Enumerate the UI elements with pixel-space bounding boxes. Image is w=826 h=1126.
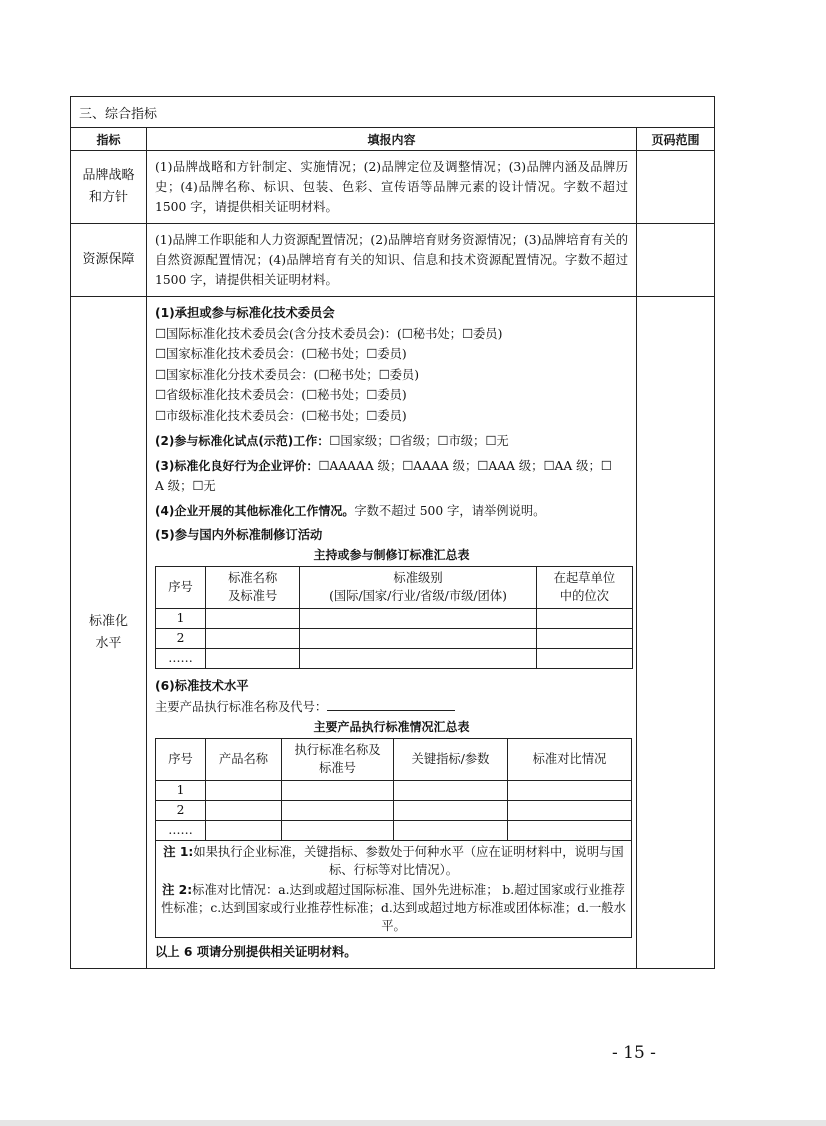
col-header-rank [536, 566, 632, 608]
note-2-text: 标准对比情况：a.达到或超过国际标准、国外先进标准； b.超过国家或行业推荐性标准；c.达到国家或行业推荐性标准；d.达到或超过地方标准或团体标准；d.一般水平。 [161, 882, 626, 933]
item4 [155, 501, 628, 522]
table-cell[interactable] [300, 628, 536, 648]
table-cell[interactable] [206, 648, 300, 668]
row-seq: 2 [156, 800, 206, 820]
table-row [156, 800, 632, 820]
col-header-standard-name-l1: 标准名称 [228, 571, 278, 585]
note-1-label: 注 1: [163, 844, 194, 859]
page-bottom-strip [0, 1120, 826, 1126]
header-content: 填报内容 [147, 128, 637, 151]
product-standard-input[interactable] [327, 696, 455, 711]
item3-options-line2: A 级；☐无 [155, 479, 216, 493]
item2-options: ☐国家级；☐省级；☐市级；☐无 [329, 434, 509, 448]
row-seq: 2 [156, 628, 206, 648]
col-header-key-params: 关键指标/参数 [394, 738, 508, 780]
item6-title: (6)标准技术水平 [155, 678, 249, 693]
col-header-seq: 序号 [156, 566, 206, 608]
indicator-resource: 资源保障 [71, 224, 147, 297]
table-cell[interactable] [536, 648, 632, 668]
standard-label-line1: 标准化 [88, 613, 128, 629]
col-header-exec-standard-l2: 标准号 [319, 761, 356, 775]
item3-title: (3)标准化良好行为企业评价： [155, 458, 319, 473]
col-header-standard-name-l2: 及标准号 [228, 589, 278, 603]
table-cell[interactable] [536, 628, 632, 648]
product-standards-table [155, 738, 632, 938]
item6-product-line [155, 696, 628, 718]
col-header-seq: 序号 [156, 738, 206, 780]
item3 [155, 456, 628, 477]
table-cell[interactable] [300, 648, 536, 668]
table-notes [156, 840, 632, 937]
note-2-label: 注 2: [162, 882, 193, 897]
col-header-rank-l2: 中的位次 [559, 589, 609, 603]
item1-line: ☐国际标准化技术委员会(含分技术委员会)：(☐秘书处；☐委员) [155, 326, 503, 341]
standard-page-range-cell[interactable] [637, 297, 715, 969]
standards-summary-table [155, 566, 633, 669]
table-cell[interactable] [394, 820, 508, 840]
col-header-standard-level [300, 566, 536, 608]
item4-title: (4)企业开展的其他标准化工作情况。 [155, 503, 355, 518]
table-cell[interactable] [206, 820, 282, 840]
standardization-content [147, 297, 637, 969]
brand-page-range-cell[interactable] [637, 151, 715, 224]
brand-label-line2: 和方针 [88, 190, 128, 205]
table-cell[interactable] [508, 820, 632, 840]
composite-indicators-table [70, 96, 715, 969]
table-cell[interactable] [508, 780, 632, 800]
item2-title: (2)参与标准化试点(示范)工作： [155, 434, 330, 448]
table-cell[interactable] [206, 628, 300, 648]
header-indicator: 指标 [71, 128, 147, 151]
item1-line: ☐市级标准化技术委员会：(☐秘书处；☐委员) [155, 408, 407, 423]
table-cell[interactable] [206, 608, 300, 628]
table-cell[interactable] [282, 800, 394, 820]
table-cell[interactable] [394, 800, 508, 820]
indicator-brand-strategy [71, 151, 147, 224]
note-1-text: 如果执行企业标准，关键指标、参数处于何种水平（应在证明材料中，说明与国标、行标等对比情况）。 [193, 844, 624, 877]
col-header-standard-level-l2: (国际/国家/行业/省级/市级/团体) [329, 589, 507, 603]
col-header-comparison: 标准对比情况 [508, 738, 632, 780]
note-1 [161, 843, 626, 879]
standard-footer: 以上 6 项请分别提供相关证明材料。 [155, 944, 357, 959]
table-row [156, 608, 633, 628]
resource-page-range-cell[interactable] [637, 224, 715, 297]
table-row [156, 820, 632, 840]
col-header-exec-standard-l1: 执行标准名称及 [294, 743, 381, 757]
brand-strategy-content: (1)品牌战略和方针制定、实施情况；(2)品牌定位及调整情况；(3)品牌内涵及品牌历史；(4)品牌名称、标识、包装、色彩、宣传语等品牌元素的设计情况。字数不超过 1500 字，请提供相关证明材料。 [147, 151, 637, 224]
item5-title: (5)参与国内外标准制修订活动 [155, 528, 323, 542]
col-header-exec-standard [282, 738, 394, 780]
item6-table-title: 主要产品执行标准情况汇总表 [313, 719, 470, 734]
row-seq: 1 [156, 608, 206, 628]
item1-line: ☐国家标准化分技术委员会：(☐秘书处；☐委员) [155, 367, 420, 382]
standard-label-line2: 水平 [95, 635, 122, 651]
item6-product-label: 主要产品执行标准名称及代号： [155, 700, 328, 714]
note-2 [161, 881, 626, 935]
page-number: - 15 - [612, 1043, 656, 1063]
row-seq: …… [156, 820, 206, 840]
item5-table-title: 主持或参与制修订标准汇总表 [313, 547, 470, 562]
col-header-standard-level-l1: 标准级别 [393, 571, 443, 585]
item3-options: ☐AAAAA 级；☐AAAA 级；☐AAA 级；☐AA 级；☐ [318, 458, 612, 473]
item2 [155, 431, 628, 452]
table-cell[interactable] [282, 820, 394, 840]
table-cell[interactable] [508, 800, 632, 820]
table-cell[interactable] [536, 608, 632, 628]
item1-title: (1)承担或参与标准化技术委员会 [155, 306, 335, 320]
col-header-standard-name [206, 566, 300, 608]
indicator-standardization [71, 297, 147, 969]
table-cell[interactable] [282, 780, 394, 800]
row-seq: …… [156, 648, 206, 668]
table-cell[interactable] [206, 780, 282, 800]
col-header-rank-l1: 在起草单位 [553, 571, 616, 585]
table-row [156, 780, 632, 800]
item1-line: ☐省级标准化技术委员会：(☐秘书处；☐委员) [155, 388, 407, 402]
table-cell[interactable] [300, 608, 536, 628]
item4-text: 字数不超过 500 字，请举例说明。 [354, 503, 546, 518]
col-header-product-name: 产品名称 [206, 738, 282, 780]
table-cell[interactable] [394, 780, 508, 800]
brand-label-line1: 品牌战略 [82, 168, 135, 183]
table-cell[interactable] [206, 800, 282, 820]
item1-line: ☐国家标准化技术委员会：(☐秘书处；☐委员) [155, 347, 407, 361]
row-seq: 1 [156, 780, 206, 800]
table-row [156, 648, 633, 668]
section-title: 三、综合指标 [71, 97, 715, 128]
table-row [156, 628, 633, 648]
resource-content: (1)品牌工作职能和人力资源配置情况；(2)品牌培育财务资源情况；(3)品牌培育有关的自然资源配置情况；(4)品牌培育有关的知识、信息和技术资源配置情况。字数不超过 1500 字，请提供相关证明材料。 [147, 224, 637, 297]
header-page-range: 页码范围 [637, 128, 715, 151]
